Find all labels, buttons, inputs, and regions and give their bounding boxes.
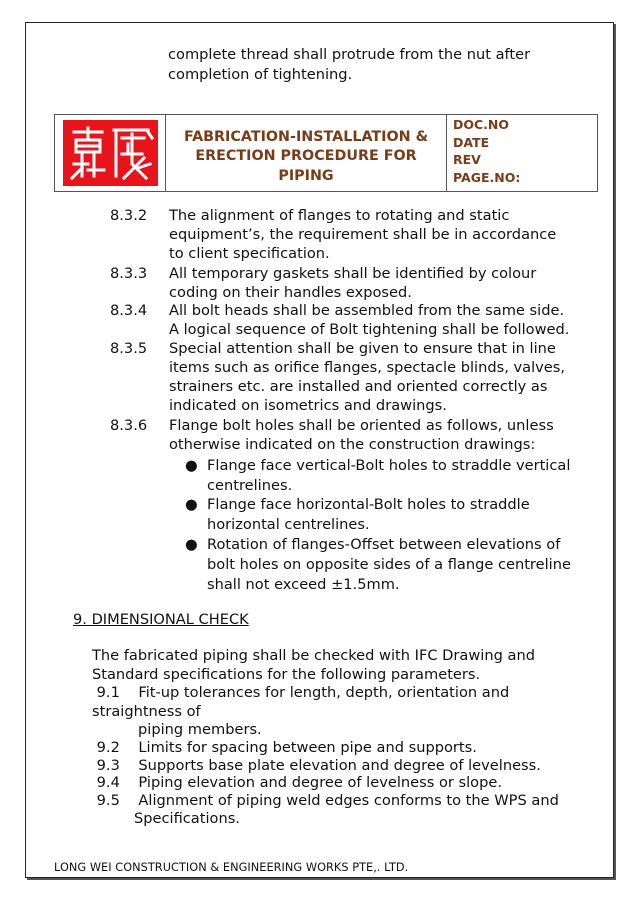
bullet-dot-icon: ● — [185, 457, 198, 474]
section-paragraph-line: Standard specifications for the following parameters. — [92, 666, 481, 683]
bullet-line: horizontal centrelines. — [207, 516, 370, 533]
clause-number: 8.3.3 — [110, 265, 148, 282]
logo-cell — [55, 115, 166, 192]
title-line-2: ERECTION PROCEDURE FOR — [195, 148, 417, 165]
bullet-line: Flange face horizontal-Bolt holes to straddle — [207, 496, 530, 513]
subclause-9-1-cont: straightness of — [92, 703, 201, 720]
subclause-9-4: 9.4 Piping elevation and degree of levelness or slope. — [92, 774, 502, 791]
clause-line: indicated on isometrics and drawings. — [169, 397, 447, 414]
clause-line: coding on their handles exposed. — [169, 284, 412, 301]
subclause-9-1-cont: piping members. — [138, 721, 262, 738]
clause-line: Flange bolt holes shall be oriented as follows, unless — [169, 417, 554, 434]
clause-line: Special attention shall be given to ensure that in line — [169, 340, 556, 357]
document-title — [166, 115, 447, 192]
clause-line: strainers etc. are installed and oriented correctly as — [169, 378, 548, 395]
document-meta — [447, 115, 598, 192]
subclause-9-1: 9.1 Fit-up tolerances for length, depth, orientation and — [92, 684, 510, 701]
clause-line: All bolt heads shall be assembled from the same side. — [169, 302, 565, 319]
clause-number: 8.3.4 — [110, 302, 148, 319]
clause-line: to client specification. — [169, 245, 330, 262]
bullet-line: Rotation of flanges-Offset between elevations of — [207, 536, 561, 553]
bullet-dot-icon: ● — [185, 496, 198, 513]
date-label: DATE — [453, 134, 490, 150]
doc-no-label: DOC.NO — [453, 117, 510, 132]
bullet-line: shall not exceed ±1.5mm. — [207, 576, 400, 593]
clause-number: 8.3.5 — [110, 340, 148, 357]
seal-characters-icon — [66, 124, 154, 182]
clause-line: items such as orifice flanges, spectacle blinds, valves, — [169, 359, 565, 376]
title-line-1: FABRICATION-INSTALLATION & — [183, 128, 429, 145]
clause-line: All temporary gaskets shall be identified by colour — [169, 265, 537, 282]
page-footer: LONG WEI CONSTRUCTION & ENGINEERING WORKS PTE,. LTD. — [54, 861, 409, 874]
subclause-9-5-cont: Specifications. — [134, 810, 240, 827]
page-no-label: PAGE.NO: — [453, 169, 521, 185]
section-paragraph-line: The fabricated piping shall be checked with IFC Drawing and — [92, 647, 535, 664]
clause-line: A logical sequence of Bolt tightening shall be followed. — [169, 321, 570, 338]
rev-label: REV — [453, 152, 481, 167]
subclause-9-5: 9.5 Alignment of piping weld edges conforms to the WPS and — [92, 792, 559, 809]
clause-line: equipment’s, the requirement shall be in accordance — [169, 226, 557, 243]
bullet-line: Flange face vertical-Bolt holes to straddle vertical — [207, 457, 571, 474]
section-title: 9. DIMENSIONAL CHECK — [73, 611, 249, 628]
bullet-line: bolt holes on opposite sides of a flange centreline — [207, 556, 571, 573]
clause-line: The alignment of flanges to rotating and static — [169, 207, 510, 224]
subclause-9-3: 9.3 Supports base plate elevation and degree of levelness. — [92, 757, 541, 774]
subclause-9-2: 9.2 Limits for spacing between pipe and supports. — [92, 739, 477, 756]
company-logo — [63, 120, 158, 186]
clause-line: otherwise indicated on the construction drawings: — [169, 436, 536, 453]
document-header — [54, 114, 598, 192]
clause-number: 8.3.6 — [110, 417, 148, 434]
intro-line-1: complete thread shall protrude from the nut after — [168, 46, 531, 63]
bullet-dot-icon: ● — [185, 536, 198, 553]
title-line-3: PIPING — [278, 167, 334, 184]
bullet-line: centrelines. — [207, 477, 293, 494]
intro-line-2: completion of tightening. — [168, 66, 353, 83]
clause-number: 8.3.2 — [110, 207, 148, 224]
